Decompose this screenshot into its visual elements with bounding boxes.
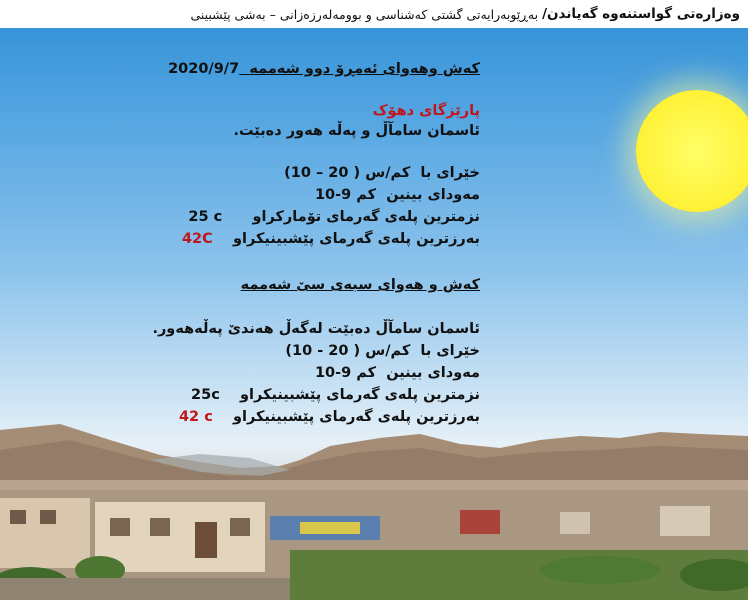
day1-visibility	[315, 186, 480, 204]
day2-visibility-value: 10-9 کم	[314, 365, 377, 381]
day1-max-temp	[182, 230, 480, 248]
day1-min-temp	[188, 208, 480, 226]
day2-max-value: 42 c	[178, 409, 213, 425]
day1-date: 2020/9/7	[168, 61, 240, 77]
day1-min-label: نزمترین پلەی گەرمای تۆمارکراو	[252, 209, 480, 225]
day1-visibility-value: 10-9 کم	[314, 187, 377, 203]
day1-heading: کەش وهەوای ئەمڕۆ دوو شەممە	[249, 61, 480, 77]
day1-wind-value: (10 – 20 ) کم/س	[284, 165, 411, 181]
day2-visibility	[315, 364, 480, 382]
day1-wind-label: خێرای با	[420, 165, 480, 181]
day1-sky: ئاسمان سامآڵ و پەڵە هەور دەبێت.	[233, 123, 480, 139]
day2-wind	[285, 342, 480, 360]
day2-visibility-label: مەودای بینین	[386, 365, 480, 381]
ministry-title: وەزارەتی گواستنەوە گەیاندن/	[542, 6, 740, 22]
sun-image	[636, 90, 748, 212]
day1-wind	[284, 164, 480, 182]
day2-sky: ئاسمان سامآڵ دەبێت لەگەڵ هەندێ پەڵەهەور.	[152, 321, 480, 337]
day2-wind-value: (10 - 20 ) کم/س	[285, 343, 411, 359]
day2-max-label: بەرزترین پلەی گەرمای پێشبینیکراو	[233, 409, 480, 425]
day1-max-value: 42C	[181, 231, 213, 247]
day2-min-value: 25c	[191, 387, 220, 403]
day1-min-value: 25 c	[188, 209, 223, 225]
city-landscape-image	[0, 410, 748, 600]
ministry-header	[0, 0, 748, 28]
ministry-subtitle: بەڕێوبەرایەتی گشتی کەشناسی و بوومەلەرزەزانی – بەشی پێشبینی	[190, 6, 539, 22]
day1-visibility-label: مەودای بینین	[386, 187, 480, 203]
day1-heading-line	[168, 60, 480, 78]
day2-min-label: نزمترین پلەی گەرمای پێشبینیکراو	[240, 387, 480, 403]
day2-heading: کەش و هەوای سبەی سێ شەممە	[240, 277, 480, 293]
day2-max-temp	[179, 408, 480, 426]
day2-wind-label: خێرای با	[420, 343, 480, 359]
day1-max-label: بەرزترین پلەی گەرمای پێشبینیکراو	[233, 231, 480, 247]
region-name: پارێزگای دهۆک	[372, 103, 480, 119]
day2-min-temp	[191, 386, 480, 404]
